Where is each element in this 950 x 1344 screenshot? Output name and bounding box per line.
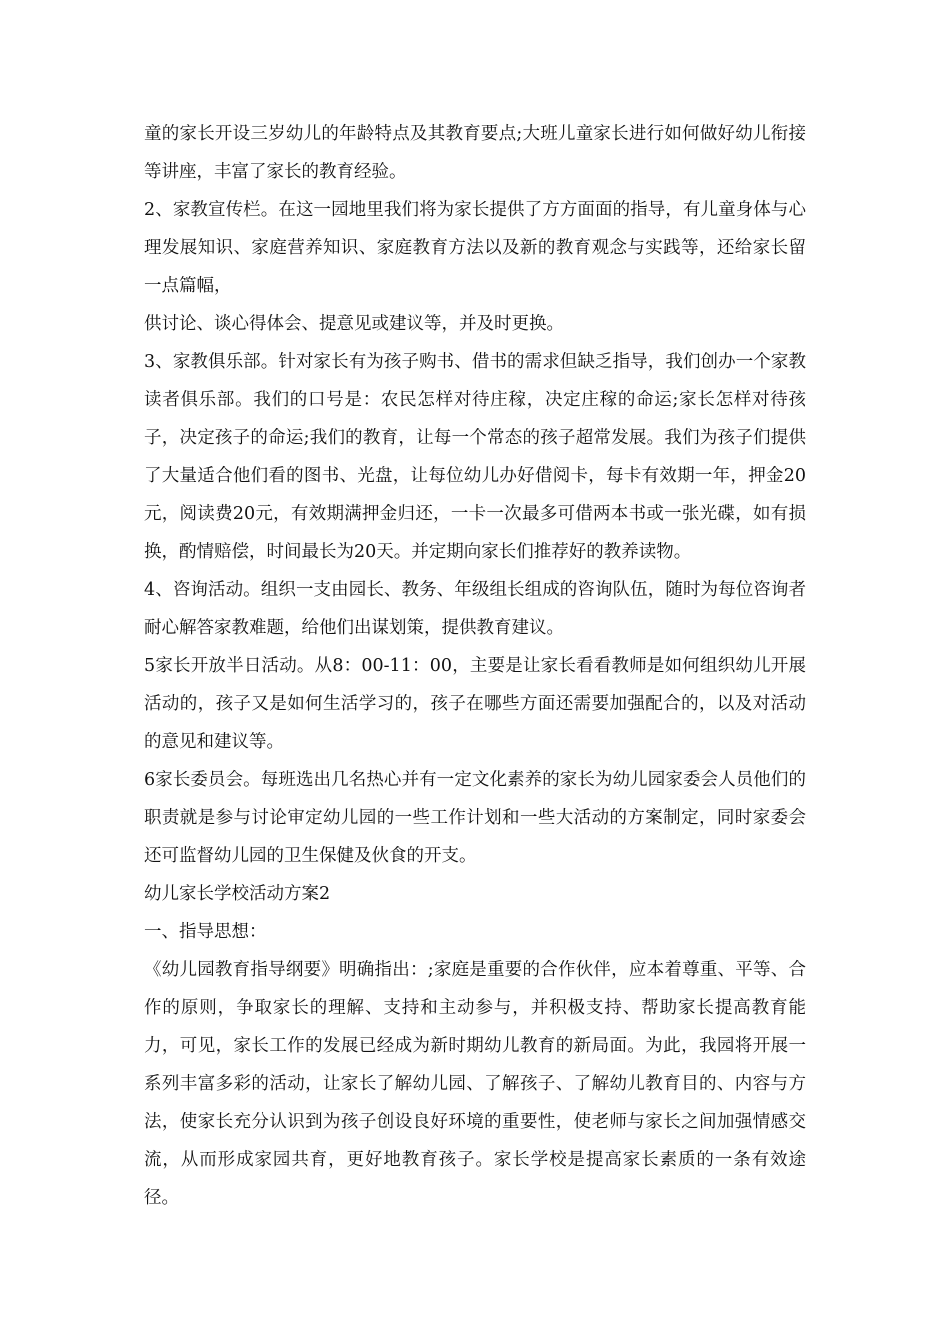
- paragraph-item-3-parenting-club: 3、家教俱乐部。针对家长有为孩子购书、借书的需求但缺乏指导，我们创办一个家教读者俱乐部。我们的口号是：农民怎样对待庄稼，决定庄稼的命运;家长怎样对待孩子，决定孩子的命运;我们的教育，让每一个常态的孩子超常发展。我们为孩子们提供了大量适合他们看的图书、光盘，让每位幼儿办好借阅卡，每卡有效期一年，押金20元，阅读费20元，有效期满押金归还，一卡一次最多可借两本书或一张光碟，如有损换，酌情赔偿，时间最长为20天。并定期向家长们推荐好的教养读物。: [144, 352, 806, 562]
- document-body: [144, 115, 806, 1217]
- section-title: 幼儿家长学校活动方案2: [144, 884, 331, 904]
- paragraph-item-2-continuation: 供讨论、谈心得体会、提意见或建议等，并及时更换。: [144, 314, 564, 334]
- paragraph-item-5-open-day: 5家长开放半日活动。从8：00-11：00，主要是让家长看看教师是如何组织幼儿开展活动的，孩子又是如何生活学习的，孩子在哪些方面还需要加强配合的，以及对活动的意见和建议等。: [144, 656, 806, 752]
- paragraph-item-6-parent-committee: 6家长委员会。每班选出几名热心并有一定文化素养的家长为幼儿园家委会人员他们的职责就是参与讨论审定幼儿园的一些工作计划和一些大活动的方案制定，同时家委会还可监督幼儿园的卫生保健及伙食的开支。: [144, 770, 806, 866]
- paragraph-continuation: 童的家长开设三岁幼儿的年龄特点及其教育要点;大班儿童家长进行如何做好幼儿衔接等讲座，丰富了家长的教育经验。: [144, 124, 806, 182]
- paragraph-item-2-bulletin-board: 2、家教宣传栏。在这一园地里我们将为家长提供了方方面面的指导，有儿童身体与心理发展知识、家庭营养知识、家庭教育方法以及新的教育观念与实践等，还给家长留一点篇幅，: [144, 200, 806, 296]
- subsection-heading: 一、指导思想：: [144, 922, 267, 942]
- paragraph-item-4-consultation: 4、咨询活动。组织一支由园长、教务、年级组长组成的咨询队伍，随时为每位咨询者耐心解答家教难题，给他们出谋划策，提供教育建议。: [144, 580, 806, 638]
- paragraph-guiding-ideology: 《幼儿园教育指导纲要》明确指出：;家庭是重要的合作伙伴，应本着尊重、平等、合作的原则，争取家长的理解、支持和主动参与，并积极支持、帮助家长提高教育能力，可见，家长工作的发展已经成为新时期幼儿教育的新局面。为此，我园将开展一系列丰富多彩的活动，让家长了解幼儿园、了解孩子、了解幼儿教育目的、内容与方法，使家长充分认识到为孩子创设良好环境的重要性，使老师与家长之间加强情感交流，从而形成家园共育，更好地教育孩子。家长学校是提高家长素质的一条有效途径。: [144, 960, 806, 1208]
